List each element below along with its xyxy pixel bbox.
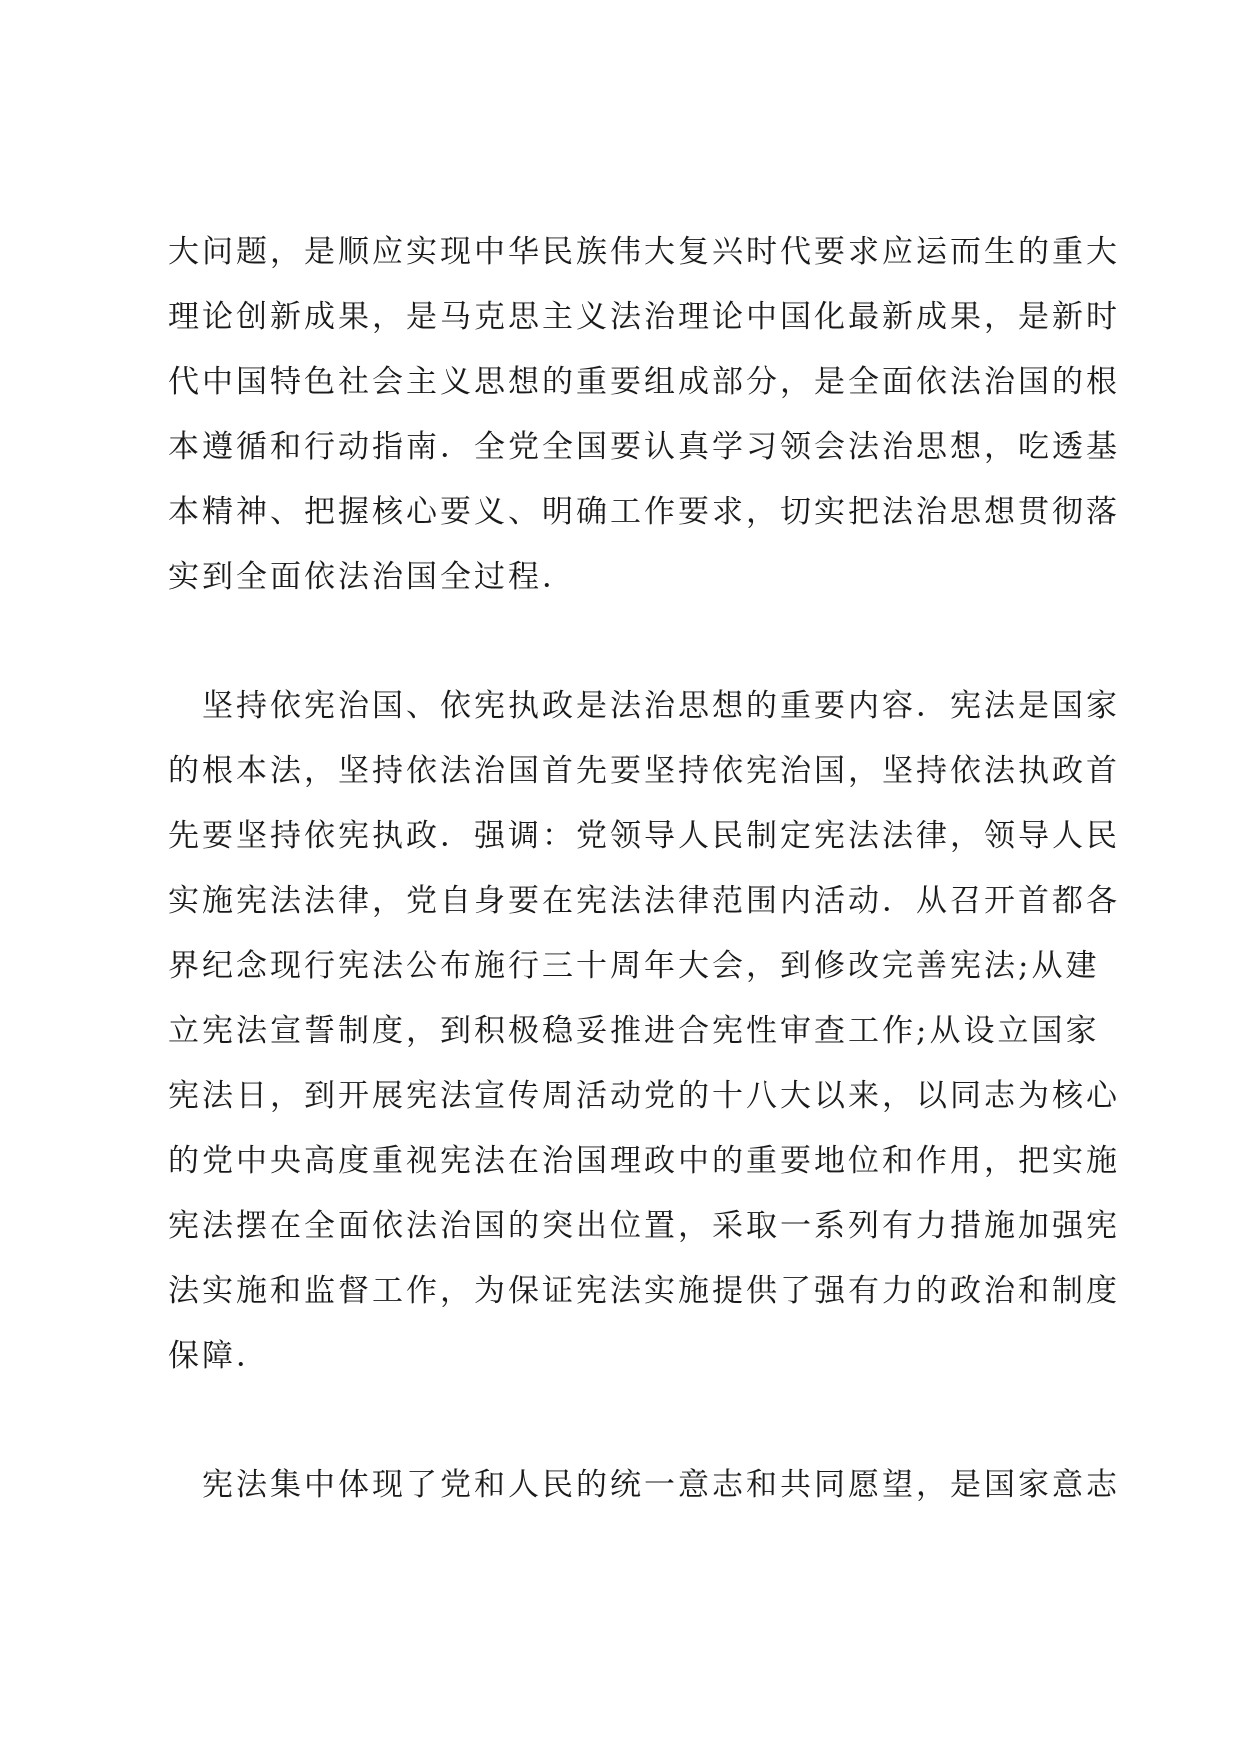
text-line: 宪法摆在全面依法治国的突出位置，采取一系列有力措施加强宪 — [168, 1208, 1120, 1244]
text-line: 先要坚持依宪执政．强调：党领导人民制定宪法法律，领导人民 — [168, 818, 1120, 854]
text-line: 本遵循和行动指南．全党全国要认真学习领会法治思想，吃透基 — [168, 429, 1120, 465]
text-line: 保障． — [168, 1338, 270, 1374]
text-line: 法实施和监督工作，为保证宪法实施提供了强有力的政治和制度 — [168, 1273, 1120, 1309]
text-line: 立宪法宣誓制度，到积极稳妥推进合宪性审查工作;从设立国家 — [168, 1013, 1100, 1049]
text-line: 界纪念现行宪法公布施行三十周年大会，到修改完善宪法;从建 — [168, 948, 1100, 984]
text-line: 代中国特色社会主义思想的重要组成部分，是全面依法治国的根 — [168, 364, 1120, 400]
text-line: 大问题，是顺应实现中华民族伟大复兴时代要求应运而生的重大 — [168, 234, 1120, 270]
text-line: 本精神、把握核心要义、明确工作要求，切实把法治思想贯彻落 — [168, 494, 1120, 530]
text-line: 理论创新成果，是马克思主义法治理论中国化最新成果，是新时 — [168, 299, 1120, 335]
text-line: 宪法日，到开展宪法宣传周活动党的十八大以来，以同志为核心 — [168, 1078, 1120, 1114]
text-line: 的党中央高度重视宪法在治国理政中的重要地位和作用，把实施 — [168, 1143, 1120, 1179]
text-line: 实施宪法法律，党自身要在宪法法律范围内活动．从召开首都各 — [168, 883, 1120, 919]
text-line: 宪法集中体现了党和人民的统一意志和共同愿望，是国家意志 — [202, 1467, 1120, 1503]
text-line: 坚持依宪治国、依宪执政是法治思想的重要内容．宪法是国家 — [202, 688, 1120, 724]
text-line: 的根本法，坚持依法治国首先要坚持依宪治国，坚持依法执政首 — [168, 753, 1120, 789]
text-line: 实到全面依法治国全过程． — [168, 559, 576, 595]
